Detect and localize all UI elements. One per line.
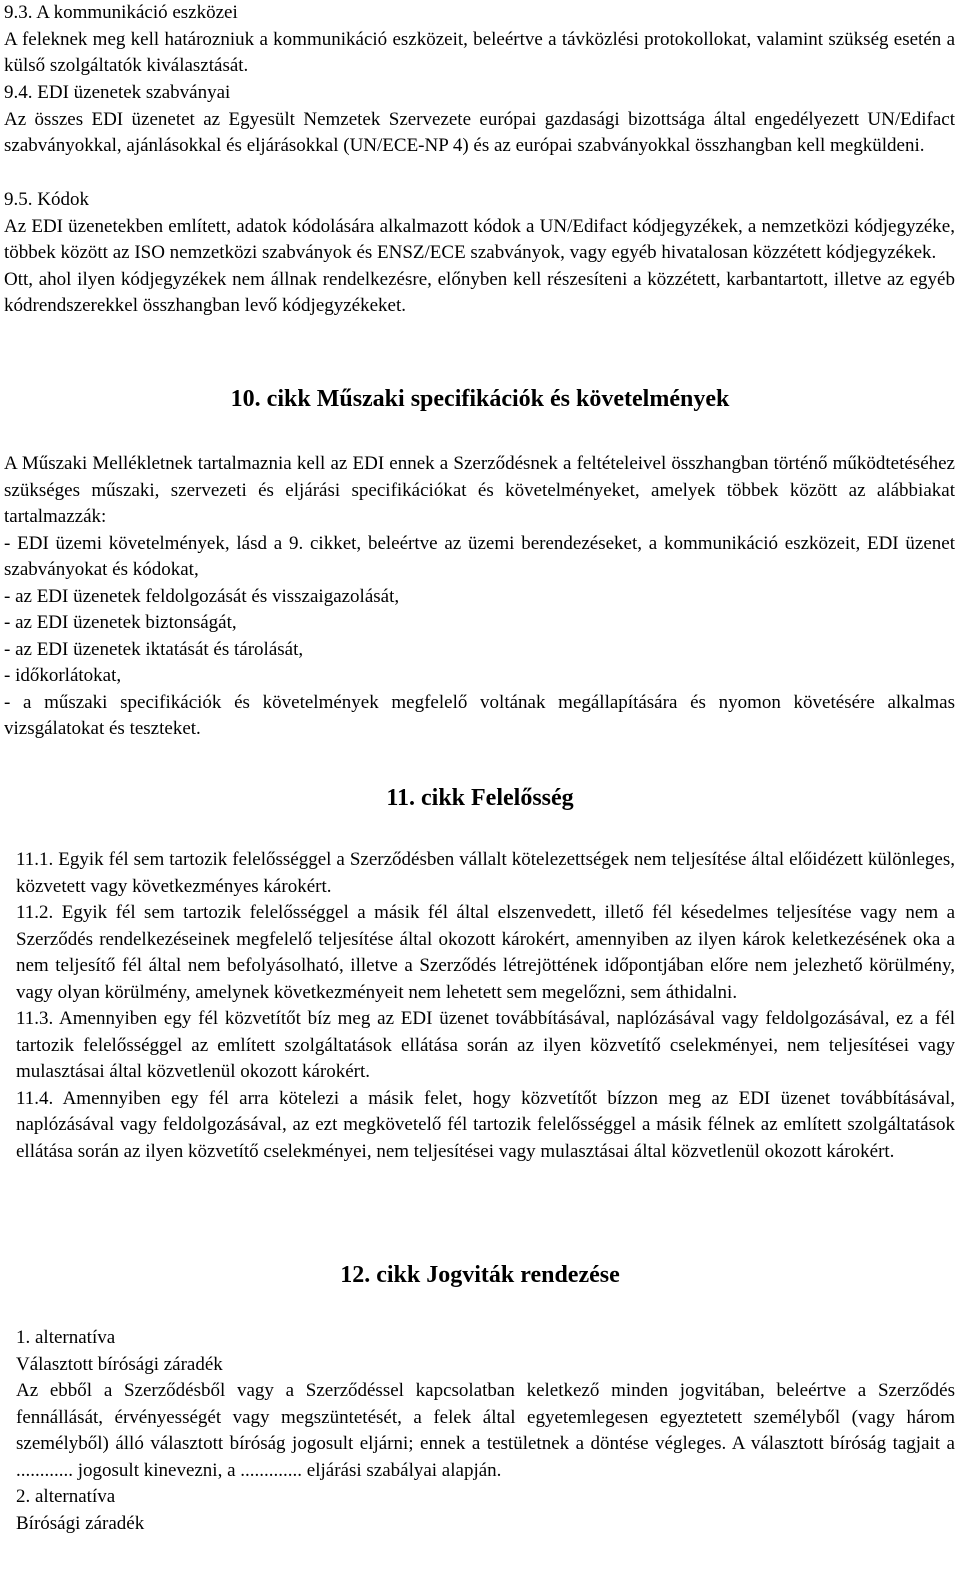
article-12-body	[16, 1325, 955, 1537]
section-9-3-heading: 9.3. A kommunikáció eszközei	[4, 2, 238, 23]
article-11-paragraph-3: 11.3. Amennyiben egy fél közvetítőt bíz meg az EDI üzenet továbbításával, naplózásával vagy feldolgozásával, ez a fél tartozik felelősséggel az említett szolgáltatások ellátása során az ilyen közvetítő cselekményei, nem teljesítései vagy mulasztásai által közvetlenül okozott károkért.	[16, 1008, 955, 1082]
alternative-1-title: Választott bírósági záradék	[16, 1353, 223, 1375]
article-11-paragraph-4: 11.4. Amennyiben egy fél arra kötelezi a másik felet, hogy közvetítőt bízzon meg az EDI üzenet továbbításával, naplózásával vagy feldolgozásával, az ezt megkövetelő fél tartozik felelősséggel a másik félnek az említett szolgáltatások ellátása során az ilyen közvetítő cselekményei, nem teljesítései vagy mulasztásai által közvetlenül okozott károkért.	[16, 1087, 955, 1162]
section-9-5-text-1: Az EDI üzenetekben említett, adatok kódolására alkalmazott kódok a UN/Edifact kódjegyzékek, a nemzetközi kódjegyzéke, többek között az ISO nemzetközi szabványok és ENSZ/ECE szabványok, vagy egyéb hivatalosan közzétett kódjegyzékek.	[4, 215, 955, 263]
section-9-4	[4, 80, 955, 160]
article-11-title: 11. cikk Felelősség	[386, 785, 574, 811]
section-9-3-text: A feleknek meg kell határozniuk a kommunikáció eszközeit, beleértve a távközlési protokollokat, valamint szükség esetén a külső szolgáltatók kiválasztását.	[4, 28, 955, 76]
alternative-2-label: 2. alternatíva	[16, 1486, 116, 1507]
list-item: - az EDI üzenetek iktatását és tárolását,	[4, 638, 304, 660]
section-9-5-heading: 9.5. Kódok	[4, 189, 89, 210]
section-9-3	[4, 0, 955, 80]
list-item: - az EDI üzenetek biztonságát,	[4, 612, 237, 633]
list-item: - EDI üzemi követelmények, lásd a 9. cikket, beleértve az üzemi berendezéseket, a kommunikáció eszközeit, EDI üzenet szabványokat és kódokat,	[4, 532, 955, 580]
section-9-5	[4, 187, 955, 320]
section-9-4-text: Az összes EDI üzenetet az Egyesült Nemzetek Szervezete európai gazdasági bizottsága által engedélyezett UN/Edifact szabványokkal, ajánlásokkal és eljárásokkal (UN/ECE-NP 4) és az európai szabványokkal összhangban kell megküldeni.	[4, 108, 955, 156]
alternative-2-title: Bírósági záradék	[16, 1512, 145, 1534]
article-11-paragraph-2: 11.2. Egyik fél sem tartozik felelősséggel a másik fél által elszenvedett, illető fél késedelmes teljesítése vagy nem a Szerződés rendelkezéseinek megfelelő teljesítése által okozott károkért, amennyiben az ilyen károk keletkezésének oka a nem teljesítő fél által nem befolyásolható, illetve a Szerződés létrejöttének időpontjában előre nem jelezhető körülmény, vagy olyan körülmény, amelynek következményeit nem lehetett sem megelőzni, sem áthidalni.	[16, 902, 955, 1003]
list-item: - az EDI üzenetek feldolgozását és visszaigazolását,	[4, 585, 400, 607]
article-10-intro: A Műszaki Mellékletnek tartalmaznia kell az EDI ennek a Szerződésnek a feltételeivel összhangban történő működtetéséhez szükséges műszaki, szervezeti és eljárási specifikációkat és követelményeket, amelyek többek között az alábbiakat tartalmazzák:	[4, 453, 955, 527]
alternative-1-text: Az ebből a Szerződésből vagy a Szerződéssel kapcsolatban keletkező minden jogvitában, beleértve a Szerződés fennállását, érvényességét vagy megszüntetését, a felek által egyetemlegesen egyeztetett személyből (vagy három személyből) álló választott bíróság jogosult eljárni; ennek a testületnek a döntése végleges. A választott bíróság tagjait a ............ jogosult kinevezni, a ............. eljárási szabályai alapján.	[16, 1380, 955, 1481]
alternative-1-label: 1. alternatíva	[16, 1327, 116, 1348]
article-12-title: 12. cikk Jogviták rendezése	[340, 1262, 620, 1288]
section-9-5-text-2: Ott, ahol ilyen kódjegyzékek nem állnak rendelkezésre, előnyben kell részesíteni a közzétett, karbantartott, illetve az egyéb kódrendszerekkel összhangban levő kódjegyzékeket.	[4, 268, 955, 316]
section-9-4-heading: 9.4. EDI üzenetek szabványai	[4, 82, 231, 103]
article-11-body	[16, 847, 955, 1165]
article-10-title: 10. cikk Műszaki specifikációk és követelmények	[230, 386, 730, 412]
article-10-body	[4, 451, 955, 743]
list-item: - a műszaki specifikációk és követelmények megfelelő voltának megállapítására és nyomon követésére alkalmas vizsgálatokat és teszteket.	[4, 691, 955, 739]
article-11-paragraph-1: 11.1. Egyik fél sem tartozik felelősséggel a Szerződésben vállalt kötelezettségek nem teljesítése által előidézett különleges, közvetett vagy következményes károkért.	[16, 849, 955, 897]
list-item: - időkorlátokat,	[4, 665, 122, 686]
